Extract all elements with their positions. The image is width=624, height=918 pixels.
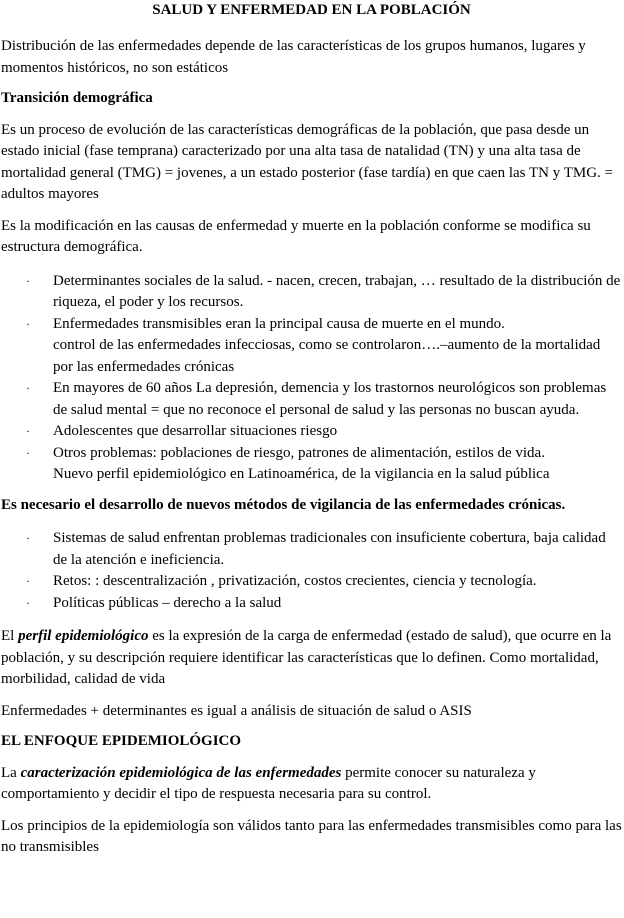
- list-item-text: Adolescentes que desarrollar situaciones riesgo: [53, 423, 338, 439]
- perfil-pre: El: [1, 628, 19, 644]
- list-item: [1, 593, 622, 615]
- list-item-text: En mayores de 60 años La depresión, demencia y los trastornos neurológicos son problemas de salud mental = que no reconoce el personal de salud y las personas no buscan ayuda.: [53, 380, 607, 418]
- bullet-icon: ·: [26, 445, 30, 460]
- heading-transicion: Transición demográfica: [1, 90, 153, 106]
- list-item-text: Enfermedades transmisibles eran la principal causa de muerte en el mundo.: [53, 315, 505, 332]
- perfil-post: es la expresión de la carga de enfermedad (estado de salud), que ocurre en la población, y su descripción requiere identificar las características que lo definen. Como mortalidad, morbilidad, calidad de vida: [1, 628, 612, 687]
- list-item: [1, 421, 622, 443]
- caracterizacion-post: permite conocer su naturaleza y comportamiento y decidir el tipo de respuesta necesaria para su control.: [1, 764, 536, 802]
- list-item-continuation: control de las enfermedades infecciosas, como se controlaron….–aumento de la mortalidad por las enfermedades crónicas: [53, 337, 601, 375]
- bullet-icon: ·: [26, 595, 30, 610]
- list-item: [1, 314, 622, 379]
- paragraph-perfil: [1, 626, 622, 691]
- heading-enfoque: EL ENFOQUE EPIDEMIOLÓGICO: [1, 733, 242, 749]
- list-item-text: Sistemas de salud enfrentan problemas tradicionales con insuficiente cobertura, baja calidad de la atención e ineficiencia.: [53, 530, 606, 568]
- bullet-icon: ·: [26, 316, 30, 331]
- paragraph-asis: Enfermedades + determinantes es igual a análisis de situación de salud o ASIS: [1, 702, 472, 719]
- bullet-list-retos: [1, 528, 622, 614]
- bullet-icon: ·: [26, 273, 30, 288]
- list-item: [1, 528, 622, 571]
- bullet-list-determinantes: [1, 271, 622, 486]
- list-item: [1, 443, 622, 486]
- paragraph-modificacion: Es la modificación en las causas de enfermedad y muerte en la población conforme se modifica su estructura demográfica.: [1, 217, 591, 255]
- list-item-text: Otros problemas: poblaciones de riesgo, patrones de alimentación, estilos de vida.: [53, 444, 545, 461]
- paragraph-caracterizacion: [1, 763, 622, 806]
- list-item-text: Retos: : descentralización , privatización, costos crecientes, ciencia y tecnología.: [53, 573, 537, 589]
- caracterizacion-term: caracterización epidemiológica de las enfermedades: [20, 764, 342, 781]
- perfil-term: perfil epidemiológico: [18, 628, 149, 644]
- bullet-icon: ·: [26, 574, 30, 588]
- caracterizacion-pre: La: [1, 764, 21, 781]
- list-item-text: Determinantes sociales de la salud. - nacen, crecen, trabajan, … resultado de la distribución de riqueza, el poder y los recursos.: [53, 272, 621, 310]
- bullet-icon: ·: [26, 381, 30, 395]
- paragraph-transicion: Es un proceso de evolución de las características demográficas de la población, que pasa desde un estado inicial (fase temprana) caracterizado por una alta tasa de natalidad (TN) y una alta tasa de mortalidad general (TMG) = jovenes, a un estado posterior (fase tardía) en que caen las TN y TMG. = adultos mayores: [1, 121, 613, 202]
- list-item: [1, 271, 622, 314]
- list-item: [1, 378, 622, 421]
- bullet-icon: ·: [26, 424, 30, 438]
- paragraph-principios: Los principios de la epidemiología son válidos tanto para las enfermedades transmisibles como para las no transmisibles: [1, 817, 622, 855]
- list-item-text: Políticas públicas – derecho a la salud: [53, 594, 282, 611]
- list-item-continuation: Nuevo perfil epidemiológico en Latinoamérica, de la vigilancia en la salud pública: [53, 466, 550, 482]
- intro-paragraph: Distribución de las enfermedades depende de las características de los grupos humanos, lugares y momentos históricos, no son estáticos: [1, 38, 586, 76]
- heading-vigilancia: Es necesario el desarrollo de nuevos métodos de vigilancia de las enfermedades crónicas.: [1, 496, 566, 513]
- bullet-icon: ·: [26, 531, 30, 545]
- document-title: SALUD Y ENFERMEDAD EN LA POBLACIÓN: [152, 2, 471, 18]
- list-item: [1, 571, 622, 593]
